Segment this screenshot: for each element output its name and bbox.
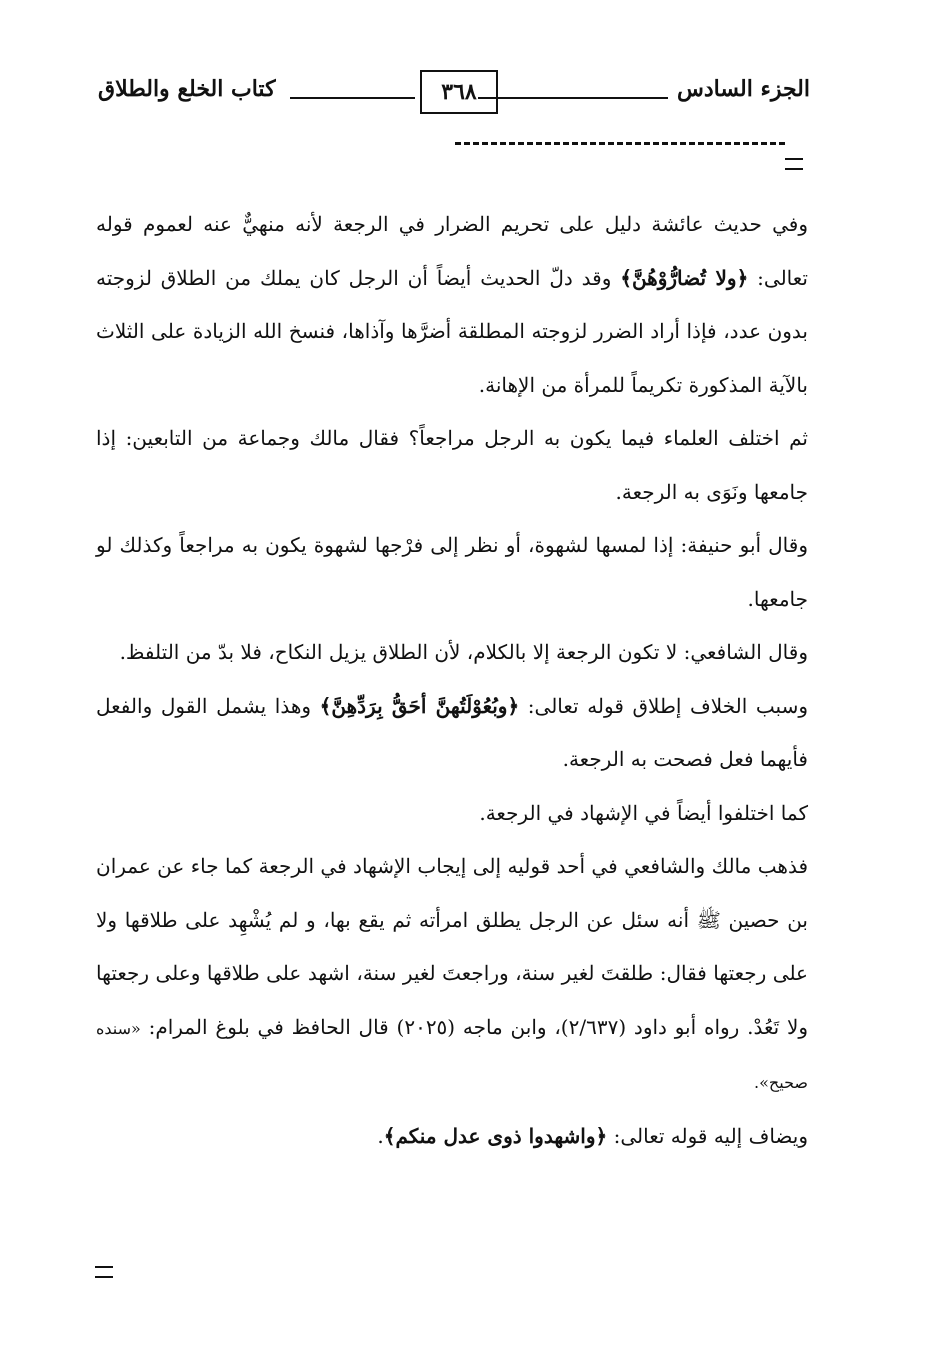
paragraph-7 [96,840,808,1110]
page-number: ٣٦٨ [441,79,477,105]
paragraph-text: وهذا يشمل القول والفعل فأيهما فعل فصحت به الرجعة. [96,693,808,771]
paragraph-8 [96,1110,808,1164]
paragraph-text: وقد دلّ الحديث أيضاً أن الرجل كان يملك من الطلاق لزوجته بدون عدد، فإذا أراد الضرر لزوجته المطلقة أضرَّها وآذاها، فنسخ الله الزيادة على الثلاث بالآية المذكورة تكريماً للمرأة من الإهانة. [96,265,808,397]
paragraph-5 [96,680,808,787]
quran-quote: ﴿وبُعُوْلَتُهنَّ أحَقُّ بِرَدِّهِنَّ﴾ [319,693,520,718]
header-rule-right [478,97,668,99]
hadith-grading: «سنده صحيح». [96,1018,808,1092]
double-line-mark-bottom [95,1266,113,1278]
paragraph-text: وقال الشافعي: لا تكون الرجعة إلا بالكلام، لأن الطلاق يزيل النكاح، فلا بدّ من التلفظ. [119,640,808,664]
paragraph-text: . [377,1123,384,1148]
double-line-mark-top [785,158,803,170]
quran-quote: ﴿ولا تُضارُّوْهُنَّ﴾ [620,265,749,290]
paragraph-3 [96,519,808,626]
main-text [96,198,808,1163]
page-number-box [420,70,498,114]
part-title: الجزء السادس [677,76,810,102]
header-rule-left [290,97,415,99]
paragraph-text: كما اختلفوا أيضاً في الإشهاد في الرجعة. [479,800,808,825]
paragraph-1 [96,198,808,412]
quran-quote: ﴿واشهدوا ذوى عدل منكم﴾ [383,1123,608,1148]
paragraph-text: وسبب الخلاف إطلاق قوله تعالى: [519,693,808,718]
paragraph-text: وفي حديث عائشة دليل على تحريم الضرار في الرجعة لأنه منهيٌّ عنه لعموم قوله تعالى: [96,212,808,290]
paragraph-text: ويضاف إليه قوله تعالى: [607,1123,808,1148]
paragraph-2 [96,412,808,519]
paragraph-6 [96,787,808,841]
paragraph-text: وقال أبو حنيفة: إذا لمسها لشهوة، أو نظر إلى فرْجها لشهوة يكون به مراجعاً وكذلك لو جامعها. [96,533,808,611]
page-header [90,70,810,120]
paragraph-4 [96,626,808,680]
header-dashed-divider [455,142,785,145]
paragraph-text: ثم اختلف العلماء فيما يكون به الرجل مراجعاً؟ فقال مالك وجماعة من التابعين: إذا جامعها ونَوَى به الرجعة. [96,426,808,504]
paragraph-text: فذهب مالك والشافعي في أحد قوليه إلى إيجاب الإشهاد في الرجعة كما جاء عن عمران بن حصين ﷺ أنه سئل عن الرجل يطلق امرأته ثم يقع بها، و لم يُشْهِد على طلاقها ولا على رجعتها فقال: طلقتَ لغير سنة، وراجعتَ لغير سنة، اشهد على طلاقها وعلى رجعتها ولا تَعُدْ. رواه أبو داود (٢/٦٣٧)، وابن ماجه (٢٠٢٥) قال الحافظ في بلوغ المرام: [96,854,809,1039]
book-title: كتاب الخلع والطلاق [98,76,276,102]
